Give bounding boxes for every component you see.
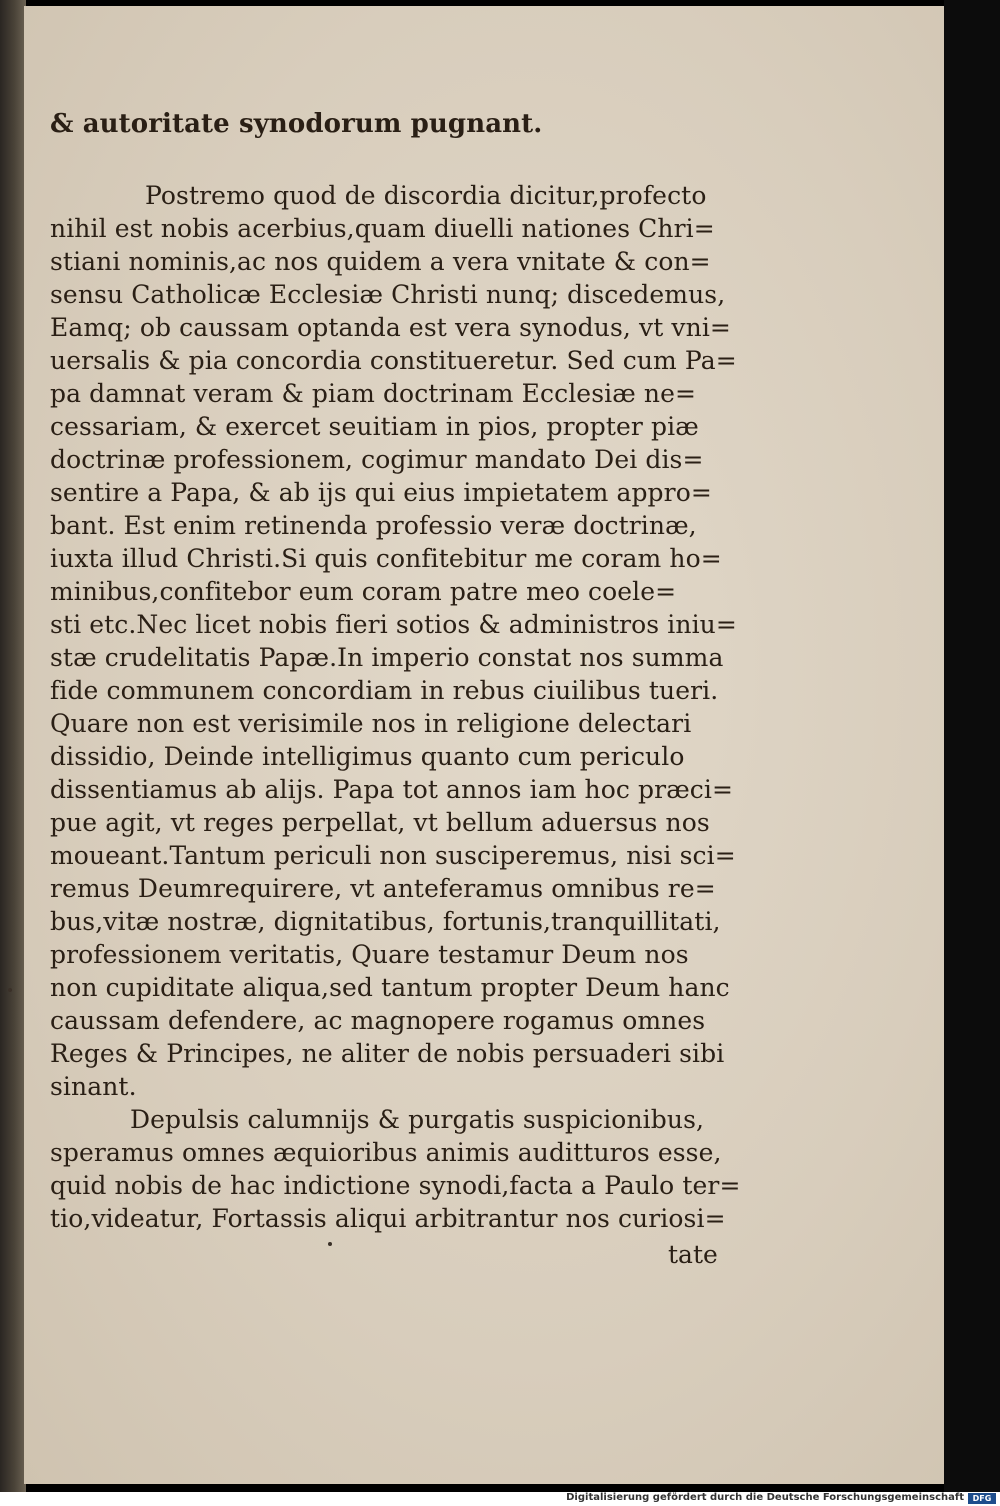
text-line: minibus,confitebor eum coram patre meo coele= bbox=[50, 577, 677, 606]
text-line: cessariam, & exercet seuitiam in pios, propter piæ bbox=[50, 412, 699, 441]
text-line: pue agit, vt reges perpellat, vt bellum aduersus nos bbox=[50, 808, 710, 837]
text-line: non cupiditate aliqua,sed tantum propter Deum hanc bbox=[50, 973, 730, 1002]
text-line: iuxta illud Christi.Si quis confitebitur me coram ho= bbox=[50, 544, 722, 573]
text-line: caussam defendere, ac magnopere rogamus omnes bbox=[50, 1006, 706, 1035]
text-line: doctrinæ professionem, cogimur mandato Dei dis= bbox=[50, 445, 704, 474]
text-line: moueant.Tantum periculi non susciperemus, nisi sci= bbox=[50, 841, 736, 870]
text-line: pa damnat veram & piam doctrinam Ecclesiæ ne= bbox=[50, 379, 697, 408]
text-line: sentire a Papa, & ab ijs qui eius impietatem appro= bbox=[50, 478, 712, 507]
page-gutter-shadow bbox=[944, 0, 1000, 1492]
book-spine-edge bbox=[0, 0, 26, 1492]
ink-speck bbox=[8, 988, 12, 992]
text-line: uersalis & pia concordia constitueretur. Sed cum Pa= bbox=[50, 346, 737, 375]
text-line: speramus omnes æquioribus animis auditturos esse, bbox=[50, 1138, 722, 1167]
text-line: nihil est nobis acerbius,quam diuelli nationes Chri= bbox=[50, 214, 715, 243]
text-line: dissidio, Deinde intelligimus quanto cum periculo bbox=[50, 742, 685, 771]
text-line: remus Deumrequirere, vt anteferamus omnibus re= bbox=[50, 874, 716, 903]
text-line: stiani nominis,ac nos quidem a vera vnitate & con= bbox=[50, 247, 711, 276]
page-text-block bbox=[50, 108, 741, 1235]
text-line: sensu Catholicæ Ecclesiæ Christi nunq; discedemus, bbox=[50, 280, 726, 309]
running-heading: & autoritate synodorum pugnant. bbox=[50, 109, 543, 139]
funding-credit: Digitalisierung gefördert durch die Deutsche Forschungsgemeinschaft bbox=[566, 1492, 964, 1503]
text-line: bant. Est enim retinenda professio veræ doctrinæ, bbox=[50, 511, 697, 540]
text-line: fide communem concordiam in rebus ciuilibus tueri. bbox=[50, 676, 719, 705]
text-line: Eamq; ob caussam optanda est vera synodus, vt vni= bbox=[50, 313, 731, 342]
text-line: bus,vitæ nostræ, dignitatibus, fortunis,tranquillitati, bbox=[50, 907, 721, 936]
ink-speck bbox=[328, 1242, 332, 1246]
dfg-logo: DFG bbox=[968, 1493, 996, 1504]
text-line: quid nobis de hac indictione synodi,facta a Paulo ter= bbox=[50, 1171, 741, 1200]
catchword: tate bbox=[668, 1240, 718, 1269]
text-line: Quare non est verisimile nos in religione delectari bbox=[50, 709, 692, 738]
text-line: sinant. bbox=[50, 1072, 137, 1101]
text-line: sti etc.Nec licet nobis fieri sotios & administros iniu= bbox=[50, 610, 737, 639]
text-line: Reges & Principes, ne aliter de nobis persuaderi sibi bbox=[50, 1039, 725, 1068]
text-line: stæ crudelitatis Papæ.In imperio constat nos summa bbox=[50, 643, 724, 672]
text-line: Depulsis calumnijs & purgatis suspicionibus, bbox=[130, 1105, 705, 1134]
text-line: professionem veritatis, Quare testamur Deum nos bbox=[50, 940, 689, 969]
text-line: tio,videatur, Fortassis aliqui arbitrantur nos curiosi= bbox=[50, 1204, 726, 1233]
text-line: Postremo quod de discordia dicitur,profecto bbox=[145, 181, 707, 210]
text-line: dissentiamus ab alijs. Papa tot annos iam hoc præci= bbox=[50, 775, 734, 804]
